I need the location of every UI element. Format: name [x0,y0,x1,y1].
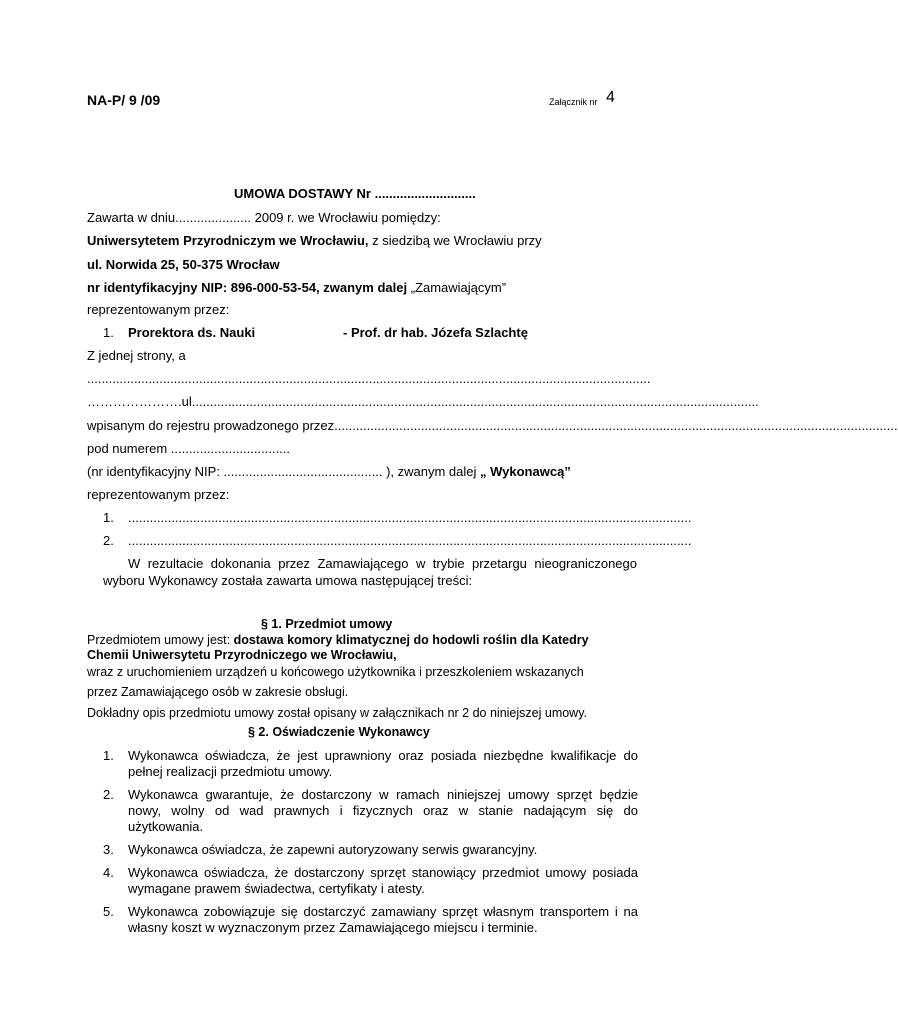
attachment-label: Załącznik nr [549,97,598,107]
party2-street-prefix: ………………….ul. [87,394,196,409]
party2-street-blank: ............................................................................................................................................................ [195,394,759,409]
section2-item-2-line-2: nowy, wolny od wad prawnych i fizycznych oraz w stanie nadającym się do [128,803,638,818]
party2-nip-line [87,464,571,479]
rep1-role: Prorektora ds. Nauki [128,325,256,340]
section2-item-3-line-1: Wykonawca oświadcza, że zapewni autoryzowany serwis gwarancyjny. [128,842,538,857]
section1-subject-bold-1: dostawa komory klimatycznej do hodowli roślin dla Katedry [233,633,589,647]
party1-nip: nr identyfikacyjny NIP: 896-000-53-54, zwanym dalej [87,280,408,295]
attachment-number: 4 [606,89,615,106]
rep2-number-2: 2. [103,533,114,548]
section1-subject-line [87,633,589,647]
represented-by-label: reprezentowanym przez: [87,302,230,317]
section2-item-1-number: 1. [103,748,114,763]
section2-item-2-line-1: Wykonawca gwarantuje, że dostarczony w ramach niniejszej umowy sprzęt będzie [128,787,638,802]
section1-subject-bold-2: Chemii Uniwersytetu Przyrodniczego we Wrocławiu, [87,648,397,662]
number-line: pod numerem ................................. [87,441,291,456]
section1-subject-prefix: Przedmiotem umowy jest: [87,633,234,647]
concluded-line: Zawarta w dniu..................... 2009 r. we Wrocławiu pomiędzy: [87,210,441,225]
party1-alias: „Zamawiającym” [407,280,507,295]
section2-item-1-line-2: pełnej realizacji przedmiotu umowy. [128,764,333,779]
party1-nip-line [87,280,506,295]
party1-name: Uniwersytetem Przyrodniczym we Wrocławiu, [87,233,369,248]
section2-item-2-number: 2. [103,787,114,802]
party2-street-line [87,394,759,409]
section2-heading: § 2. Oświadczenie Wykonawcy [248,725,430,739]
result-line-1: W rezultacie dokonania przez Zamawiającego w trybie przetargu nieograniczonego [128,556,637,571]
registry-line [87,418,898,433]
rep2-blank-2: ............................................................................................................................................................ [128,533,692,548]
represented-by-label-2: reprezentowanym przez: [87,487,230,502]
party1-address: ul. Norwida 25, 50-375 Wrocław [87,257,280,272]
party2-name-blank: ............................................................................................................................................................ [87,371,651,386]
section1-line-3: wraz z uruchomieniem urządzeń u końcowego użytkownika i przeszkoleniem wskazanych [87,665,584,679]
section2-item-5-line-2: własny koszt w wyznaczonym przez Zamawiającego miejscu i terminie. [128,920,538,935]
section2-item-1-line-1: Wykonawca oświadcza, że jest uprawniony oraz posiada niezbędne kwalifikacje do [128,748,638,763]
section1-line-4: przez Zamawiającego osób w zakresie obsługi. [87,685,349,699]
section2-item-4-number: 4. [103,865,114,880]
section1-heading: § 1. Przedmiot umowy [261,617,393,631]
party1-line [87,233,542,248]
registry-prefix: wpisanym do rejestru prowadzonego przez [87,418,335,433]
section2-item-4-line-1: Wykonawca oświadcza, że dostarczony sprzęt stanowiący przedmiot umowy posiada [128,865,638,880]
rep2-blank-1: ............................................................................................................................................................ [128,510,692,525]
party1-seat: z siedzibą we Wrocławiu przy [368,233,542,248]
one-side-label: Z jednej strony, a [87,348,186,363]
section2-item-4-line-2: wymagane prawem świadectwa, certyfikaty i atesty. [128,881,425,896]
section2-item-5-number: 5. [103,904,114,919]
section2-item-2-line-3: użytkowania. [128,819,204,834]
rep2-number-1: 1. [103,510,114,525]
rep1-number: 1. [103,325,114,340]
section2-item-3-number: 3. [103,842,114,857]
contract-title: UMOWA DOSTAWY Nr ............................ [234,186,476,201]
section2-item-5-line-1: Wykonawca zobowiązuje się dostarczyć zamawiany sprzęt własnym transportem i na [128,904,638,919]
document-reference: NA-P/ 9 /09 [87,92,161,108]
rep1-person: - Prof. dr hab. Józefa Szlachtę [343,325,528,340]
result-line-2: wyboru Wykonawcy została zawarta umowa następującej treści: [103,573,473,588]
party2-alias: „ Wykonawcą” [476,464,571,479]
party2-nip: (nr identyfikacyjny NIP: ............................................ ), zwanym dalej [87,464,477,479]
registry-blank: ............................................................................................................................................................ [334,418,898,433]
section1-line-5: Dokładny opis przedmiotu umowy został opisany w załącznikach nr 2 do niniejszej umowy. [87,706,587,720]
